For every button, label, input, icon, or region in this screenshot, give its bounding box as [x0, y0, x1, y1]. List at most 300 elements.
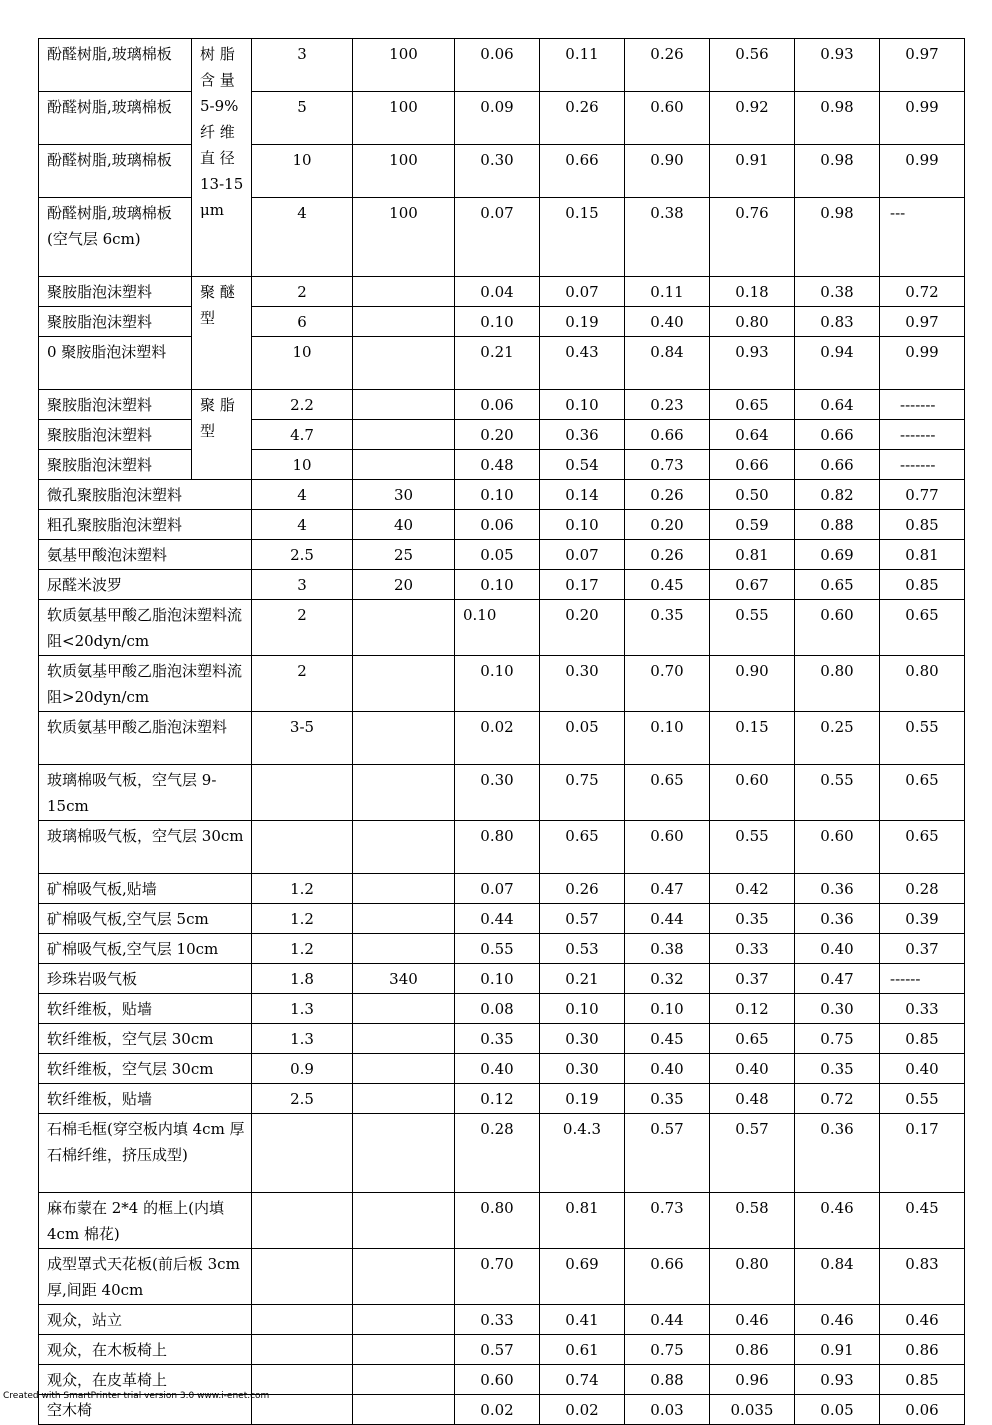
coefficient-cell: 0.20	[540, 600, 625, 656]
coefficient-cell: 0.28	[455, 1114, 540, 1193]
coefficient-cell: 0.80	[710, 307, 795, 337]
coefficient-cell: 0.40	[625, 307, 710, 337]
coefficient-cell: 0.76	[710, 198, 795, 277]
coefficient-cell: 0.80	[795, 656, 880, 712]
coefficient-cell: 0.97	[880, 39, 965, 92]
coefficient-cell: 0.37	[880, 934, 965, 964]
thickness-cell: 4.7	[252, 420, 353, 450]
coefficient-cell: 0.56	[710, 39, 795, 92]
thickness-cell: 3	[252, 39, 353, 92]
coefficient-cell: -------	[880, 390, 965, 420]
coefficient-cell: 0.91	[795, 1335, 880, 1365]
coefficient-cell: 0.4.3	[540, 1114, 625, 1193]
density-cell: 340	[353, 964, 455, 994]
coefficient-cell: 0.59	[710, 510, 795, 540]
density-cell	[353, 337, 455, 390]
coefficient-cell: 0.40	[795, 934, 880, 964]
coefficient-cell: 0.40	[710, 1054, 795, 1084]
thickness-cell: 3	[252, 570, 353, 600]
thickness-cell	[252, 1305, 353, 1335]
thickness-cell	[252, 765, 353, 821]
coefficient-cell: 0.80	[710, 1249, 795, 1305]
coefficient-cell: 0.43	[540, 337, 625, 390]
coefficient-cell: 0.15	[710, 712, 795, 765]
coefficient-cell: 0.38	[795, 277, 880, 307]
coefficient-cell: 0.07	[455, 874, 540, 904]
coefficient-cell: 0.81	[710, 540, 795, 570]
coefficient-cell: 0.81	[540, 1193, 625, 1249]
coefficient-cell: 0.36	[540, 420, 625, 450]
table-row	[39, 1335, 965, 1365]
coefficient-cell: 0.35	[625, 1084, 710, 1114]
coefficient-cell: 0.10	[540, 510, 625, 540]
coefficient-cell: 0.28	[880, 874, 965, 904]
thickness-cell: 10	[252, 337, 353, 390]
thickness-cell	[252, 1249, 353, 1305]
density-cell	[353, 1084, 455, 1114]
material-name-cell: 软纤维板，空气层 30cm	[39, 1054, 252, 1084]
coefficient-cell: 0.94	[795, 337, 880, 390]
coefficient-cell: 0.65	[880, 821, 965, 874]
material-name-cell: 软纤维板，贴墙	[39, 1084, 252, 1114]
coefficient-cell: 0.06	[880, 1395, 965, 1425]
coefficient-cell: 0.45	[625, 1024, 710, 1054]
coefficient-cell: 0.90	[625, 145, 710, 198]
coefficient-cell: 0.77	[880, 480, 965, 510]
coefficient-cell: 0.72	[795, 1084, 880, 1114]
coefficient-cell: 0.70	[455, 1249, 540, 1305]
thickness-cell: 10	[252, 450, 353, 480]
coefficient-cell: 0.60	[625, 821, 710, 874]
coefficient-cell: 0.18	[710, 277, 795, 307]
material-name-cell: 0 聚胺脂泡沫塑料	[39, 337, 192, 390]
coefficient-cell: 0.46	[880, 1305, 965, 1335]
coefficient-cell: 0.44	[625, 1305, 710, 1335]
coefficient-cell: 0.65	[880, 600, 965, 656]
coefficient-cell: 0.65	[625, 765, 710, 821]
coefficient-cell: 0.80	[880, 656, 965, 712]
density-cell	[353, 450, 455, 480]
thickness-cell: 2.5	[252, 540, 353, 570]
density-cell	[353, 1249, 455, 1305]
coefficient-cell: 0.86	[710, 1335, 795, 1365]
thickness-cell: 2	[252, 656, 353, 712]
coefficient-cell: 0.10	[540, 390, 625, 420]
coefficient-cell: 0.15	[540, 198, 625, 277]
coefficient-cell: 0.84	[625, 337, 710, 390]
coefficient-cell: ---	[880, 198, 965, 277]
table-row	[39, 277, 965, 307]
material-name-cell: 玻璃棉吸气板，空气层 9-15cm	[39, 765, 252, 821]
coefficient-cell: 0.69	[795, 540, 880, 570]
coefficient-cell: 0.06	[455, 390, 540, 420]
coefficient-cell: 0.40	[455, 1054, 540, 1084]
coefficient-cell: 0.66	[795, 420, 880, 450]
thickness-cell: 0.9	[252, 1054, 353, 1084]
coefficient-cell: 0.11	[540, 39, 625, 92]
thickness-cell	[252, 1335, 353, 1365]
table-row	[39, 198, 965, 277]
coefficient-cell: 0.55	[455, 934, 540, 964]
coefficient-cell: 0.05	[540, 712, 625, 765]
coefficient-cell: 0.44	[625, 904, 710, 934]
coefficient-cell: 0.26	[540, 92, 625, 145]
density-cell	[353, 1305, 455, 1335]
group-note-cell: 聚 醚 型	[192, 277, 252, 390]
thickness-cell	[252, 1193, 353, 1249]
density-cell	[353, 307, 455, 337]
coefficient-cell: -------	[880, 420, 965, 450]
material-name-cell: 聚胺脂泡沫塑料	[39, 277, 192, 307]
density-cell	[353, 712, 455, 765]
coefficient-cell: 0.30	[540, 656, 625, 712]
material-name-cell: 软质氨基甲酸乙脂泡沫塑料流阻<20dyn/cm	[39, 600, 252, 656]
coefficient-cell: 0.75	[625, 1335, 710, 1365]
thickness-cell: 6	[252, 307, 353, 337]
footer-watermark: Created with SmartPrinter trial version 3.0 www.i-enet.com	[3, 1391, 270, 1401]
table-row	[39, 1054, 965, 1084]
coefficient-cell: 0.38	[625, 934, 710, 964]
density-cell	[353, 1365, 455, 1395]
coefficient-cell: 0.99	[880, 92, 965, 145]
coefficient-cell: 0.90	[710, 656, 795, 712]
coefficient-cell: 0.83	[795, 307, 880, 337]
coefficient-cell: 0.33	[880, 994, 965, 1024]
coefficient-cell: 0.07	[455, 198, 540, 277]
coefficient-cell: 0.44	[455, 904, 540, 934]
coefficient-cell: 0.80	[455, 1193, 540, 1249]
density-cell: 20	[353, 570, 455, 600]
coefficient-cell: 0.32	[625, 964, 710, 994]
coefficient-cell: 0.60	[710, 765, 795, 821]
coefficient-cell: 0.55	[880, 1084, 965, 1114]
coefficient-cell: 0.10	[455, 570, 540, 600]
coefficient-cell: 0.19	[540, 307, 625, 337]
coefficient-cell: 0.83	[880, 1249, 965, 1305]
material-name-cell: 软纤维板，贴墙	[39, 994, 252, 1024]
material-name-cell: 空木椅	[39, 1395, 252, 1425]
coefficient-cell: 0.53	[540, 934, 625, 964]
table-row	[39, 570, 965, 600]
coefficient-cell: 0.09	[455, 92, 540, 145]
coefficient-cell: 0.12	[455, 1084, 540, 1114]
coefficient-cell: 0.60	[795, 600, 880, 656]
table-row	[39, 480, 965, 510]
material-name-cell: 麻布蒙在 2*4 的框上(内填 4cm 棉花)	[39, 1193, 252, 1249]
coefficient-cell: 0.60	[795, 821, 880, 874]
density-cell: 25	[353, 540, 455, 570]
table-row	[39, 1365, 965, 1395]
coefficient-cell: 0.10	[455, 656, 540, 712]
table-row	[39, 1084, 965, 1114]
coefficient-cell: 0.64	[795, 390, 880, 420]
coefficient-cell: 0.58	[710, 1193, 795, 1249]
coefficient-cell: 0.17	[540, 570, 625, 600]
table-row	[39, 904, 965, 934]
density-cell	[353, 420, 455, 450]
coefficient-cell: 0.26	[625, 480, 710, 510]
material-name-cell: 粗孔聚胺脂泡沫塑料	[39, 510, 252, 540]
density-cell	[353, 1193, 455, 1249]
coefficient-cell: 0.66	[795, 450, 880, 480]
material-name-cell: 聚胺脂泡沫塑料	[39, 390, 192, 420]
coefficient-cell: 0.60	[625, 92, 710, 145]
thickness-cell: 1.3	[252, 994, 353, 1024]
coefficient-cell: 0.47	[795, 964, 880, 994]
coefficient-cell: 0.38	[625, 198, 710, 277]
density-cell	[353, 874, 455, 904]
coefficient-cell: 0.36	[795, 874, 880, 904]
coefficient-cell: 0.33	[710, 934, 795, 964]
coefficient-cell: 0.48	[710, 1084, 795, 1114]
table-row	[39, 39, 965, 92]
absorption-table	[38, 38, 965, 1425]
coefficient-cell: 0.05	[795, 1395, 880, 1425]
thickness-cell: 10	[252, 145, 353, 198]
density-cell: 40	[353, 510, 455, 540]
density-cell	[353, 1024, 455, 1054]
table-row	[39, 821, 965, 874]
table-row	[39, 712, 965, 765]
coefficient-cell: 0.65	[880, 765, 965, 821]
coefficient-cell: 0.85	[880, 1024, 965, 1054]
material-name-cell: 微孔聚胺脂泡沫塑料	[39, 480, 252, 510]
coefficient-cell: 0.04	[455, 277, 540, 307]
material-name-cell: 酚醛树脂,玻璃棉板	[39, 92, 192, 145]
coefficient-cell: 0.08	[455, 994, 540, 1024]
coefficient-cell: 0.85	[880, 1365, 965, 1395]
table-row	[39, 390, 965, 420]
coefficient-cell: 0.57	[710, 1114, 795, 1193]
table-row	[39, 994, 965, 1024]
density-cell	[353, 821, 455, 874]
density-cell	[353, 277, 455, 307]
coefficient-cell: 0.50	[710, 480, 795, 510]
coefficient-cell: 0.57	[455, 1335, 540, 1365]
thickness-cell: 3-5	[252, 712, 353, 765]
coefficient-cell: 0.55	[710, 821, 795, 874]
material-name-cell: 聚胺脂泡沫塑料	[39, 420, 192, 450]
coefficient-cell: 0.26	[540, 874, 625, 904]
coefficient-cell: 0.10	[540, 994, 625, 1024]
table-row	[39, 1305, 965, 1335]
density-cell: 100	[353, 92, 455, 145]
coefficient-cell: 0.02	[540, 1395, 625, 1425]
density-cell: 100	[353, 39, 455, 92]
coefficient-cell: 0.55	[880, 712, 965, 765]
coefficient-cell: -------	[880, 450, 965, 480]
density-cell	[353, 656, 455, 712]
coefficient-cell: 0.74	[540, 1365, 625, 1395]
coefficient-cell: 0.66	[625, 420, 710, 450]
coefficient-cell: 0.70	[625, 656, 710, 712]
material-name-cell: 观众，在皮革椅上	[39, 1365, 252, 1395]
coefficient-cell: 0.10	[625, 994, 710, 1024]
material-name-cell: 矿棉吸气板,空气层 10cm	[39, 934, 252, 964]
density-cell	[353, 1054, 455, 1084]
coefficient-cell: 0.91	[710, 145, 795, 198]
coefficient-cell: 0.06	[455, 510, 540, 540]
material-name-cell: 软纤维板，空气层 30cm	[39, 1024, 252, 1054]
coefficient-cell: 0.98	[795, 198, 880, 277]
material-name-cell: 聚胺脂泡沫塑料	[39, 307, 192, 337]
coefficient-cell: 0.40	[625, 1054, 710, 1084]
thickness-cell: 5	[252, 92, 353, 145]
table-row	[39, 92, 965, 145]
thickness-cell: 1.2	[252, 874, 353, 904]
material-name-cell: 观众，在木板椅上	[39, 1335, 252, 1365]
table-row	[39, 1249, 965, 1305]
coefficient-cell: 0.75	[540, 765, 625, 821]
density-cell: 100	[353, 145, 455, 198]
coefficient-cell: 0.61	[540, 1335, 625, 1365]
coefficient-cell: 0.25	[795, 712, 880, 765]
table-row	[39, 1024, 965, 1054]
coefficient-cell: 0.64	[710, 420, 795, 450]
material-name-cell: 观众，站立	[39, 1305, 252, 1335]
thickness-cell: 2.2	[252, 390, 353, 420]
coefficient-cell: 0.10	[455, 600, 540, 656]
thickness-cell: 1.2	[252, 904, 353, 934]
thickness-cell: 4	[252, 480, 353, 510]
coefficient-cell: 0.69	[540, 1249, 625, 1305]
coefficient-cell: 0.88	[795, 510, 880, 540]
coefficient-cell: 0.81	[880, 540, 965, 570]
coefficient-cell: 0.65	[795, 570, 880, 600]
coefficient-cell: 0.57	[540, 904, 625, 934]
coefficient-cell: 0.65	[540, 821, 625, 874]
coefficient-cell: 0.17	[880, 1114, 965, 1193]
coefficient-cell: 0.30	[795, 994, 880, 1024]
coefficient-cell: 0.73	[625, 1193, 710, 1249]
table-row	[39, 337, 965, 390]
material-name-cell: 尿醛米波罗	[39, 570, 252, 600]
material-name-cell: 酚醛树脂,玻璃棉板	[39, 39, 192, 92]
coefficient-cell: 0.36	[795, 1114, 880, 1193]
density-cell	[353, 1114, 455, 1193]
coefficient-cell: 0.02	[455, 1395, 540, 1425]
coefficient-cell: 0.93	[795, 1365, 880, 1395]
coefficient-cell: 0.47	[625, 874, 710, 904]
thickness-cell: 2	[252, 277, 353, 307]
material-name-cell: 氨基甲酸泡沫塑料	[39, 540, 252, 570]
coefficient-cell: 0.84	[795, 1249, 880, 1305]
material-name-cell: 酚醛树脂,玻璃棉板 (空气层 6cm)	[39, 198, 192, 277]
coefficient-cell: 0.26	[625, 540, 710, 570]
material-name-cell: 成型罩式天花板(前后板 3cm 厚,间距 40cm	[39, 1249, 252, 1305]
coefficient-cell: 0.85	[880, 510, 965, 540]
coefficient-cell: 0.10	[455, 307, 540, 337]
coefficient-cell: 0.54	[540, 450, 625, 480]
coefficient-cell: 0.11	[625, 277, 710, 307]
coefficient-cell: 0.67	[710, 570, 795, 600]
coefficient-cell: 0.20	[625, 510, 710, 540]
thickness-cell: 4	[252, 198, 353, 277]
coefficient-cell: 0.80	[455, 821, 540, 874]
coefficient-cell: 0.33	[455, 1305, 540, 1335]
coefficient-cell: 0.05	[455, 540, 540, 570]
coefficient-cell: 0.99	[880, 145, 965, 198]
material-name-cell: 矿棉吸气板,贴墙	[39, 874, 252, 904]
table-row	[39, 934, 965, 964]
thickness-cell	[252, 821, 353, 874]
coefficient-cell: 0.19	[540, 1084, 625, 1114]
coefficient-cell: 0.55	[710, 600, 795, 656]
coefficient-cell: ------	[880, 964, 965, 994]
group-note-cell: 聚 脂 型	[192, 390, 252, 480]
coefficient-cell: 0.55	[795, 765, 880, 821]
density-cell: 100	[353, 198, 455, 277]
density-cell	[353, 934, 455, 964]
table-row	[39, 307, 965, 337]
coefficient-cell: 0.10	[455, 480, 540, 510]
coefficient-cell: 0.46	[795, 1305, 880, 1335]
thickness-cell: 1.3	[252, 1024, 353, 1054]
coefficient-cell: 0.06	[455, 39, 540, 92]
coefficient-cell: 0.45	[625, 570, 710, 600]
table-row	[39, 600, 965, 656]
coefficient-cell: 0.65	[710, 390, 795, 420]
coefficient-cell: 0.45	[880, 1193, 965, 1249]
coefficient-cell: 0.75	[795, 1024, 880, 1054]
coefficient-cell: 0.72	[880, 277, 965, 307]
coefficient-cell: 0.46	[710, 1305, 795, 1335]
coefficient-cell: 0.86	[880, 1335, 965, 1365]
coefficient-cell: 0.10	[625, 712, 710, 765]
coefficient-cell: 0.20	[455, 420, 540, 450]
coefficient-cell: 0.60	[455, 1365, 540, 1395]
coefficient-cell: 0.035	[710, 1395, 795, 1425]
coefficient-cell: 0.93	[710, 337, 795, 390]
coefficient-cell: 0.96	[710, 1365, 795, 1395]
coefficient-cell: 0.73	[625, 450, 710, 480]
thickness-cell	[252, 1114, 353, 1193]
coefficient-cell: 0.35	[455, 1024, 540, 1054]
coefficient-cell: 0.42	[710, 874, 795, 904]
coefficient-cell: 0.12	[710, 994, 795, 1024]
coefficient-cell: 0.65	[710, 1024, 795, 1054]
coefficient-cell: 0.35	[795, 1054, 880, 1084]
coefficient-cell: 0.41	[540, 1305, 625, 1335]
thickness-cell: 2.5	[252, 1084, 353, 1114]
coefficient-cell: 0.46	[795, 1193, 880, 1249]
coefficient-cell: 0.85	[880, 570, 965, 600]
coefficient-cell: 0.03	[625, 1395, 710, 1425]
table-row	[39, 1193, 965, 1249]
thickness-cell: 4	[252, 510, 353, 540]
density-cell	[353, 1395, 455, 1425]
table-row	[39, 964, 965, 994]
coefficient-cell: 0.48	[455, 450, 540, 480]
density-cell	[353, 904, 455, 934]
density-cell	[353, 765, 455, 821]
thickness-cell: 1.2	[252, 934, 353, 964]
coefficient-cell: 0.66	[540, 145, 625, 198]
table-row	[39, 510, 965, 540]
coefficient-cell: 0.30	[455, 145, 540, 198]
density-cell	[353, 390, 455, 420]
density-cell: 30	[353, 480, 455, 510]
thickness-cell	[252, 1365, 353, 1395]
material-name-cell: 聚胺脂泡沫塑料	[39, 450, 192, 480]
group-note-cell: 树 脂 含 量 5-9% 纤 维 直 径 13-15 μm	[192, 39, 252, 277]
coefficient-cell: 0.98	[795, 92, 880, 145]
coefficient-cell: 0.37	[710, 964, 795, 994]
table-row	[39, 420, 965, 450]
material-name-cell: 石棉毛框(穿空板内填 4cm 厚石棉纤维，挤压成型)	[39, 1114, 252, 1193]
material-name-cell: 酚醛树脂,玻璃棉板	[39, 145, 192, 198]
coefficient-cell: 0.14	[540, 480, 625, 510]
